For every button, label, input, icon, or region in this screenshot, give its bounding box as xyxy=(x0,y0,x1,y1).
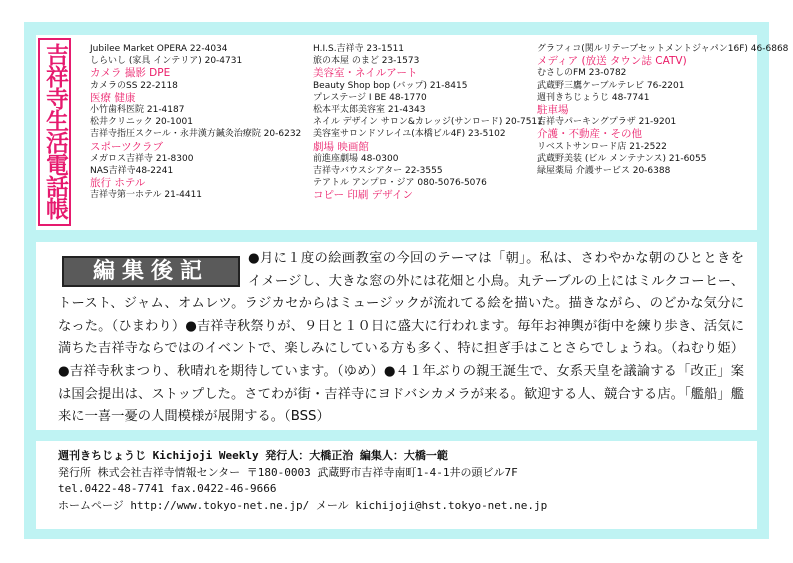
imprint-block xyxy=(58,448,748,514)
imprint-line-1: 週刊きちじょうじ Kichijoji Weekly 発行人：大橋正治 編集人：大橋一範 xyxy=(58,449,448,462)
directory-entry: 松本平太郎美容室 21-4343 xyxy=(313,104,426,115)
directory-entry: ネイル デザイン サロン&カレッジ(サンロード) 20-7511 xyxy=(313,117,543,128)
directory-entry: 武蔵野三鷹ケーブルテレビ 76-2201 xyxy=(537,80,685,91)
directory-category: 旅行 ホテル xyxy=(90,177,146,190)
directory-entry: メガロス吉祥寺 21-8300 xyxy=(90,153,194,164)
directory-entry: 前進座劇場 48-0300 xyxy=(313,153,399,164)
directory-category: カメラ 撮影 DPE xyxy=(90,67,171,80)
imprint-line-4: ホームページ http://www.tokyo-net.ne.jp/ メール kichijoji@hst.tokyo-net.ne.jp xyxy=(58,498,548,512)
directory-entry: 緑屋薬局 介護サービス 20-6388 xyxy=(537,165,671,176)
directory-entry: 週刊きちじょうじ 48-7741 xyxy=(537,92,650,103)
directory-column-3 xyxy=(537,43,788,177)
directory-entry: しらいし (家具 インテリア) 20-4731 xyxy=(90,56,243,67)
directory-category: コピー 印刷 デザイン xyxy=(313,189,414,202)
imprint-line-2: 発行所 株式会社吉祥寺情報センター 〒180-0003 武蔵野市吉祥寺南町1-4-1井の頭ビル7F xyxy=(58,465,518,479)
directory-category: 劇場 映画館 xyxy=(313,140,369,153)
directory-entry: グラフィコ(関ルリテーブセットメントジャパン16F) 46-6868 xyxy=(537,44,789,54)
directory-category: 介護・不動産・その他 xyxy=(537,128,642,141)
directory-entry: 吉祥寺バウスシアター 22-3555 xyxy=(313,165,443,176)
directory-entry: 旅の本屋 のまど 23-1573 xyxy=(313,56,420,67)
directory-category: メディア (放送 タウン誌 CATV) xyxy=(537,55,687,68)
editorial-header: 編集後記 xyxy=(62,256,240,287)
directory-column-2 xyxy=(313,43,543,201)
directory-entry: 吉祥寺第一ホテル 21-4411 xyxy=(90,190,203,201)
directory-entry: 美容室サロンドソレイユ(本橋ビル4F) 23-5102 xyxy=(313,129,506,140)
directory-entry: 吉祥寺指圧スクール・永井漢方鍼灸治療院 20-6232 xyxy=(90,129,302,140)
directory-entry: 吉祥寺パーキングプラザ 21-9201 xyxy=(537,117,677,128)
directory-entry: カメラのSS 22-2118 xyxy=(90,80,178,91)
directory-entry: リベストサンロード店 21-2522 xyxy=(537,141,667,152)
directory-category: 医療 健康 xyxy=(90,91,136,104)
directory-entry: H.I.S.吉祥寺 23-1511 xyxy=(313,44,405,54)
directory-title: 吉祥寺生活電話帳 xyxy=(42,43,68,219)
directory-entry: Jubilee Market OPERA 22-4034 xyxy=(90,44,228,54)
directory-category: 美容室・ネイルアート xyxy=(313,67,418,80)
directory-column-1 xyxy=(90,43,301,201)
directory-title-box xyxy=(38,38,71,226)
editorial-body: ●月に１度の絵画教室の今回のテーマは「朝」。私は、さわやかな朝のひとときをイメージし、大きな窓の外には花畑と小鳥。丸テーブルの上にはミルクコーヒー、トースト、ジャム、オムレツ。ラジカセからはミュージックが流れてる絵を描いた。描きながら、のどかな気分になった。（ひまわり）●吉祥寺秋祭りが、９日と１０日に盛大に行われます。毎年お神輿が街中を練り歩き、活気に満ちた吉祥寺ならではのイベントで、楽しみにしている方も多く、特に担ぎ手はことさらでしょうね。（ねむり姫）●吉祥寺秋まつり、秋晴れを期待しています。（ゆめ）●４１年ぶりの親王誕生で、女系天皇を議論する「改正」案は国会提出は、ストップした。さてわが街・吉祥寺にヨドバシカメラが来る。歓迎する人、競合する店。「艦船」艦来に一喜一憂の人間模様が展開する。（BSS） xyxy=(58,251,744,425)
imprint-line-3: tel.0422-48-7741 fax.0422-46-9666 xyxy=(58,482,277,495)
directory-category: スポーツクラブ xyxy=(90,140,163,153)
directory-category: 駐車場 xyxy=(537,103,569,116)
directory-entry: むさしのFM 23-0782 xyxy=(537,68,627,79)
directory-entry: NAS吉祥寺48-2241 xyxy=(90,165,174,176)
editorial-header-spacer xyxy=(58,248,248,272)
directory-entry: 松井クリニック 20-1001 xyxy=(90,117,193,128)
editorial-article xyxy=(58,248,744,429)
directory-entry: テアトル アンプロ・ジア 080-5076-5076 xyxy=(313,178,487,189)
directory-entry: プレステージ I BE 48-1770 xyxy=(313,92,427,103)
directory-entry: 武蔵野美装 (ビル メンテナンス) 21-6055 xyxy=(537,153,707,164)
directory-entry: Beauty Shop bop (バップ) 21-8415 xyxy=(313,80,468,91)
directory-entry: 小竹歯科医院 21-4187 xyxy=(90,104,185,115)
